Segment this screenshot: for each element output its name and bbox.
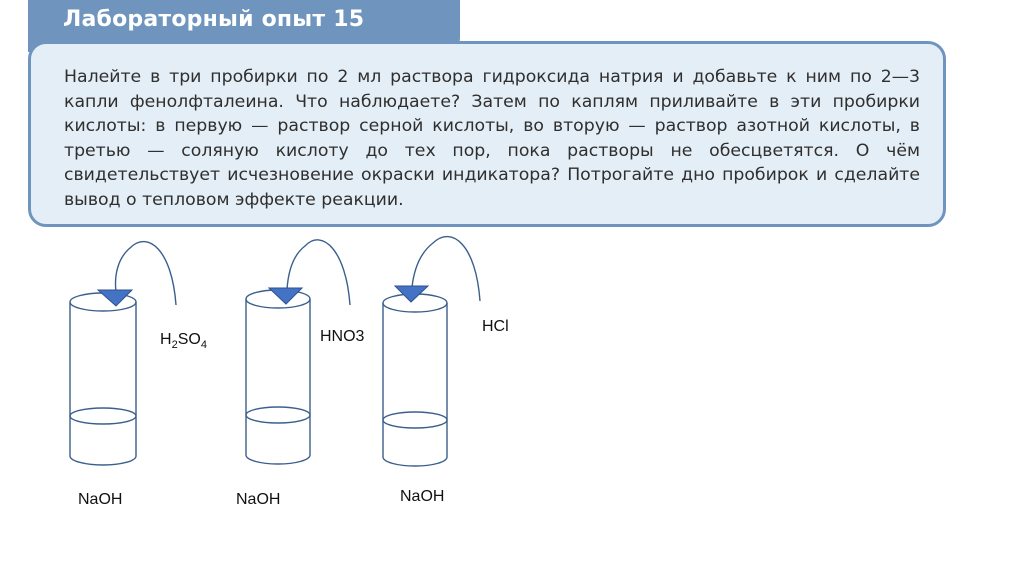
test-tube-2 [246,290,310,464]
drop-arrowhead-1 [98,290,132,306]
base-label-3: NaOH [400,488,445,505]
base-label-1: NaOH [78,491,123,508]
test-tube-3 [383,294,447,466]
pour-arrow-2 [287,240,350,305]
acid-label-2: HNO3 [320,328,365,345]
page-title: Лабораторный опыт 15 [63,7,365,32]
base-label-2: NaOH [236,491,281,508]
task-text: Налейте в три пробирки по 2 мл раствора гидроксида натрия и добавьте к ним по 2—3 капли фенолфталеина. Что наблюдаете? Затем по каплям приливайте в эти пробирки кислоты: в первую — раствор серной кислоты, во вторую — раствор азотной кислоты, в третью — соляную кислоту до тех пор, пока растворы не обесцветятся. О чём свидетельствует исчезновение окраски индикатора? Потрогайте дно пробирок и сделайте вывод о тепловом эффекте реакции. [64,67,920,210]
drop-arrowhead-2 [269,288,302,304]
liquid-level-2 [246,407,310,423]
test-tube-1 [70,293,136,465]
acid-label-3: HCl [482,318,509,335]
liquid-level-1 [70,408,136,424]
liquid-level-3 [383,412,447,428]
acid-label-1: $H_2SO_4$ [160,331,207,352]
